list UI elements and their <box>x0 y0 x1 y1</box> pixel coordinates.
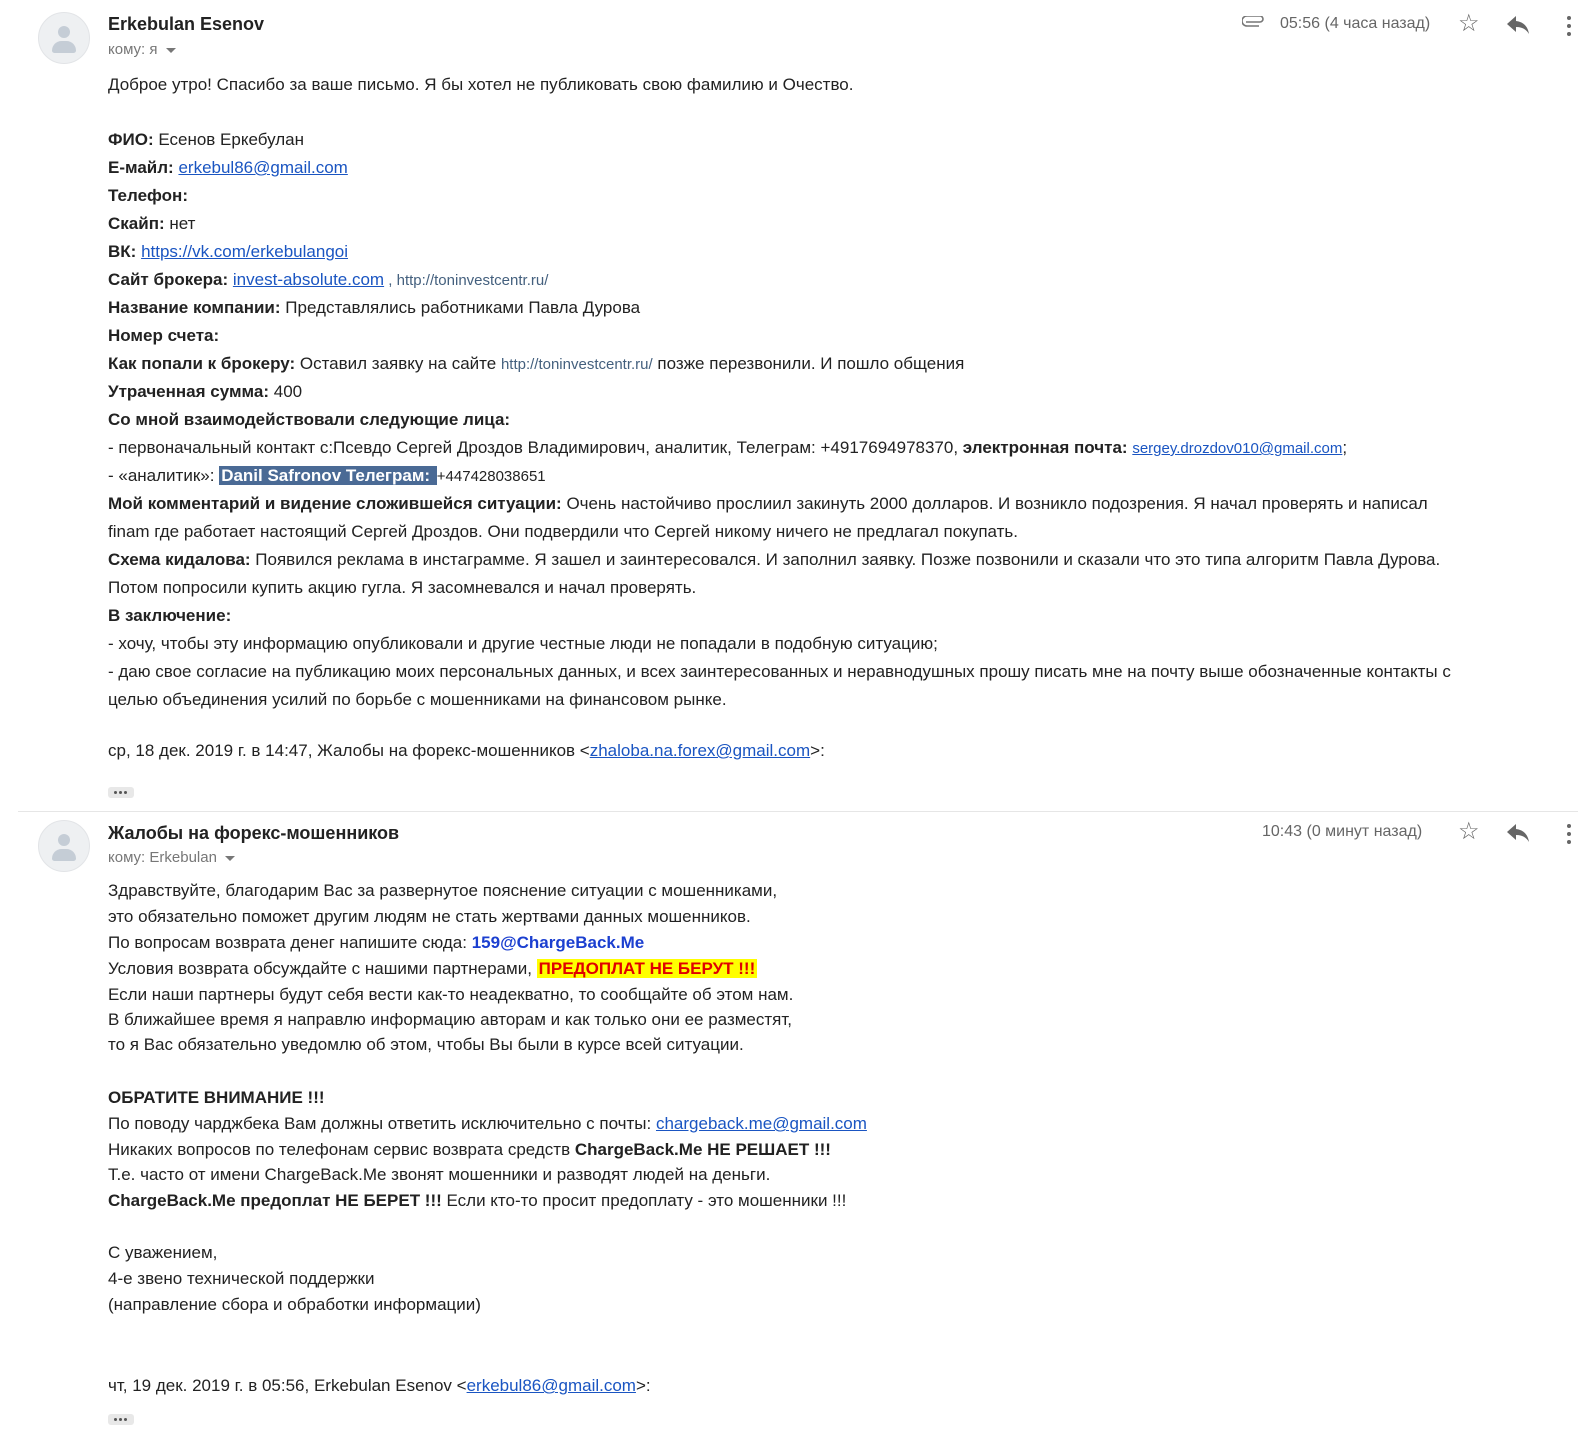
lost-row <box>108 382 302 402</box>
skype-label: Скайп: <box>108 214 165 233</box>
persons-label: Со мной взаимодействовали следующие лица: <box>108 410 511 429</box>
how-label: Как попали к брокеру: <box>108 354 296 373</box>
fio-value: Есенов Еркебулан <box>153 130 304 149</box>
attention-bold-2: ChargeBack.Me НЕ РЕШАЕТ !!! <box>574 1140 831 1159</box>
reply-icon[interactable] <box>1505 14 1531 36</box>
account-row <box>108 326 219 346</box>
scheme-label: Схема кидалова: <box>108 550 251 569</box>
refund-text: По вопросам возврата денег напишите сюда: <box>108 933 472 952</box>
quote-header <box>108 741 825 761</box>
attention-bold-4: ChargeBack.Me предоплат НЕ БЕРЕТ !!! <box>108 1191 442 1210</box>
greeting-text: Доброе утро! Спасибо за ваше письмо. Я бы хотел не публиковать свою фамилию и Очество. <box>108 75 854 94</box>
vk-row <box>108 242 348 262</box>
quote-prefix: чт, 19 дек. 2019 г. в 05:56, Erkebulan Esenov < <box>108 1376 467 1395</box>
how-value-1: Оставил заявку на сайте <box>295 354 501 373</box>
phone-row <box>108 186 188 206</box>
comment-row <box>108 494 1428 514</box>
quote-suffix: >: <box>635 1376 651 1395</box>
person-1-text: - первоначальный контакт с:Псевдо Сергей Дроздов Владимирович, аналитик, Телеграм: +4917694978370, <box>108 438 963 457</box>
attention-label: ОБРАТИТЕ ВНИМАНИЕ !!! <box>108 1088 325 1107</box>
email-message-2 <box>0 812 1596 1454</box>
broker-link-2[interactable]: http://toninvestcentr.ru/ <box>396 272 549 289</box>
comment-label: Мой комментарий и видение сложившейся ситуации: <box>108 494 562 513</box>
person-1-email-link[interactable]: sergey.drozdov010@gmail.com <box>1132 440 1343 457</box>
broker-row <box>108 270 548 290</box>
quote-email-link[interactable]: erkebul86@gmail.com <box>466 1376 636 1395</box>
quote-header <box>108 1376 651 1396</box>
fio-row <box>108 130 304 150</box>
vk-link[interactable]: https://vk.com/erkebulangoi <box>141 242 349 261</box>
email-row <box>108 158 348 178</box>
body-line-7: то я Вас обязательно уведомлю об этом, чтобы Вы были в курсе всей ситуации. <box>108 1035 744 1054</box>
no-prepayment-highlight: ПРЕДОПЛАТ НЕ БЕРУТ !!! <box>538 959 756 978</box>
company-row <box>108 298 640 318</box>
signature-line-1: С уважением, <box>108 1243 218 1262</box>
more-vertical-icon[interactable] <box>1566 16 1572 40</box>
body-line-1: Здравствуйте, благодарим Вас за развернутое пояснение ситуации с мошенниками, <box>108 881 778 900</box>
company-value: Представлялись работниками Павла Дурова <box>280 298 641 317</box>
body-line-5: Если наши партнеры будут себя вести как-то неадекватно, то сообщайте об этом нам. <box>108 985 794 1004</box>
broker-separator: , <box>384 272 397 289</box>
attention-line-1 <box>108 1114 867 1134</box>
show-trimmed-content-button[interactable] <box>108 1414 134 1425</box>
body-line-3 <box>108 933 644 953</box>
signature-line-2: 4-е звено технической поддержки <box>108 1269 375 1288</box>
chevron-down-icon <box>166 48 176 53</box>
show-trimmed-content-button[interactable] <box>108 787 134 798</box>
account-label: Номер счета: <box>108 326 220 345</box>
conclusion-line-2: - даю свое согласие на публикацию моих персональных данных, и всех заинтересованных и неравнодушных прошу писать мне на почту выше обозначенные контакты с <box>108 662 1451 681</box>
recipient-dropdown[interactable] <box>108 41 176 58</box>
sender-name[interactable]: Erkebulan Esenov <box>108 14 265 34</box>
scheme-line-2: Потом попросили купить акцию гугла. Я засомневался и начал проверять. <box>108 578 697 597</box>
avatar-icon <box>38 820 90 872</box>
star-icon[interactable]: ☆ <box>1458 10 1480 37</box>
email-link[interactable]: erkebul86@gmail.com <box>178 158 348 177</box>
skype-value: нет <box>164 214 196 233</box>
body-line-4 <box>108 959 757 979</box>
attention-text-1: По поводу чарджбека Вам должны ответить исключительно с почты: <box>108 1114 656 1133</box>
recipient-dropdown[interactable] <box>108 849 235 866</box>
conclusion-heading <box>108 606 231 626</box>
comment-line-1: Очень настойчиво прослиил закинуть 2000 долларов. И возникло подозрения. Я начал проверять и написал <box>561 494 1428 513</box>
how-link[interactable]: http://toninvestcentr.ru/ <box>500 356 653 373</box>
attention-text-2: Никаких вопросов по телефонам сервис возврата средств <box>108 1140 575 1159</box>
person-1-end: ; <box>1342 438 1348 457</box>
quote-email-link[interactable]: zhaloba.na.forex@gmail.com <box>589 741 811 760</box>
scheme-row <box>108 550 1440 570</box>
paperclip-icon <box>1242 16 1266 28</box>
fio-label: ФИО: <box>108 130 154 149</box>
scheme-line-1: Появился реклама в инстаграмме. Я зашел и заинтересовался. И заполнил заявку. Позже позвонили и сказали что это типа алгоритм Павла Дурова. <box>250 550 1441 569</box>
vk-label: ВК: <box>108 242 137 261</box>
conclusion-label: В заключение: <box>108 606 232 625</box>
how-row <box>108 354 964 374</box>
lost-label: Утраченная сумма: <box>108 382 270 401</box>
broker-label: Сайт брокера: <box>108 270 229 289</box>
company-label: Название компании: <box>108 298 281 317</box>
body-line-6: В ближайшее время я направлю информацию авторам и как только они ее разместят, <box>108 1010 793 1029</box>
attention-line-2 <box>108 1140 831 1160</box>
star-icon[interactable]: ☆ <box>1458 818 1480 845</box>
attention-line-3: Т.е. часто от имени ChargeBack.Me звонят мошенники и разводят людей на деньги. <box>108 1165 771 1184</box>
chargeback-email-link[interactable]: chargeback.me@gmail.com <box>655 1114 867 1133</box>
attention-text-4: Если кто-то просит предоплату - это мошенники !!! <box>441 1191 847 1210</box>
reply-icon[interactable] <box>1505 822 1531 844</box>
person-2-row <box>108 466 546 486</box>
lost-value: 400 <box>269 382 303 401</box>
conditions-text: Условия возврата обсуждайте с нашими партнерами, <box>108 959 537 978</box>
person-2-highlight: Danil Safronov Телеграм: <box>221 466 435 485</box>
sender-name[interactable]: Жалобы на форекс-мошенников <box>108 823 400 843</box>
conclusion-line-3: целью объединения усилий по борьбе с мошенниками на финансовом рынке. <box>108 690 727 709</box>
recipient-label: кому: Erkebulan <box>108 849 217 866</box>
email-label: Е-майл: <box>108 158 174 177</box>
attention-heading <box>108 1088 325 1108</box>
body-line-2: это обязательно поможет другим людям не стать жертвами данных мошенников. <box>108 907 751 926</box>
phone-label: Телефон: <box>108 186 188 205</box>
message-time: 05:56 (4 часа назад) <box>1280 15 1431 32</box>
person-1-email-label: электронная почта: <box>962 438 1128 457</box>
comment-line-2: finam где работает настоящий Сергей Дроздов. Они подвердили что Сергей никому ничего не предлагал покупать. <box>108 522 1018 541</box>
broker-link-1[interactable]: invest-absolute.com <box>232 270 385 289</box>
recipient-label: кому: я <box>108 41 158 58</box>
person-2-prefix: - «аналитик»: <box>108 466 220 485</box>
avatar-icon <box>38 12 90 64</box>
skype-row <box>108 214 195 234</box>
quote-prefix: ср, 18 дек. 2019 г. в 14:47, Жалобы на форекс-мошенников < <box>108 741 590 760</box>
chevron-down-icon <box>225 856 235 861</box>
person-1-row <box>108 438 1347 458</box>
message-time: 10:43 (0 минут назад) <box>1262 823 1423 840</box>
more-vertical-icon[interactable] <box>1566 824 1572 848</box>
quote-suffix: >: <box>810 741 825 760</box>
persons-heading <box>108 410 510 430</box>
refund-email-link[interactable]: 159@ChargeBack.Me <box>471 933 645 952</box>
conclusion-line-1: - хочу, чтобы эту информацию опубликовали и другие честные люди не попадали в подобную ситуацию; <box>108 634 938 653</box>
how-value-2: позже перезвонили. И пошло общения <box>652 354 965 373</box>
attention-line-4 <box>108 1191 846 1211</box>
person-2-phone: +447428038651 <box>436 468 546 485</box>
signature-line-3: (направление сбора и обработки информации) <box>108 1295 481 1314</box>
